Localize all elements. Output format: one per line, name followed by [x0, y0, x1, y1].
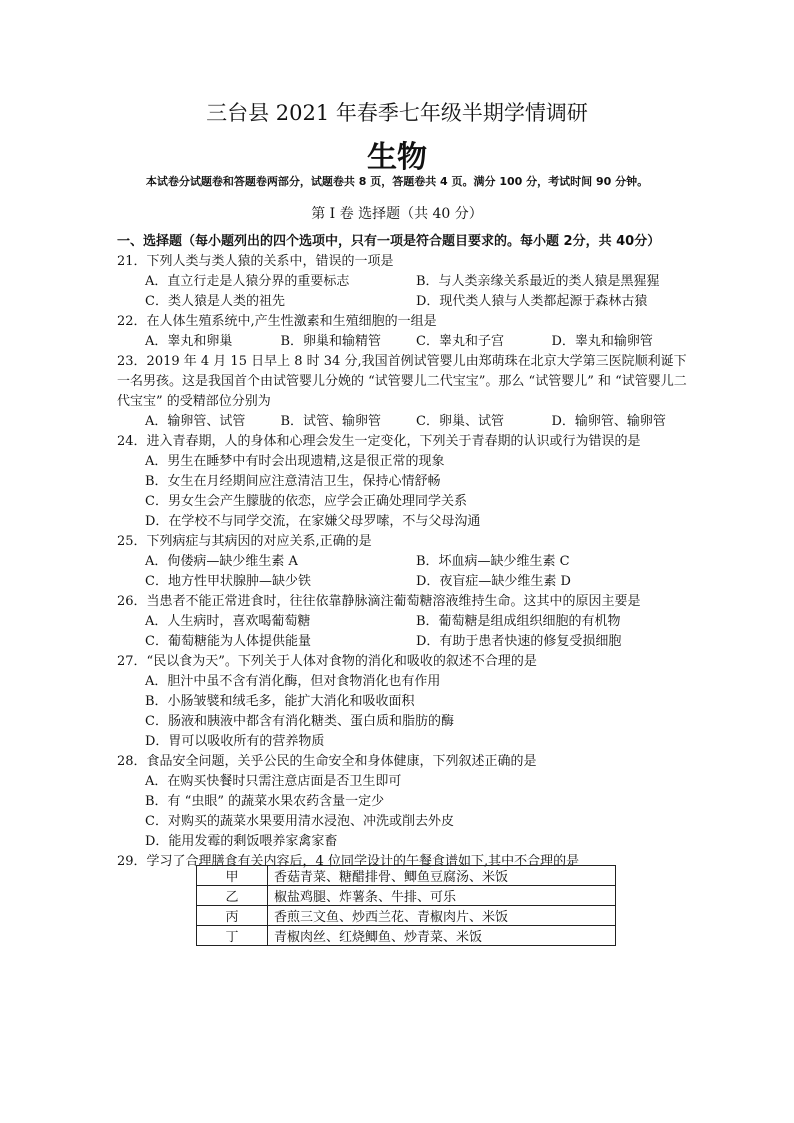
section-title: 第 Ⅰ 卷 选择题（共 40 分） [311, 206, 483, 222]
option-row [117, 292, 687, 312]
option-b: B．葡萄糖是组成组织细胞的有机物 [416, 614, 621, 629]
option-d: D．输卵管、输卵管 [551, 414, 666, 429]
option-b: B．坏血病—缺少维生素 C [416, 554, 570, 569]
option-d: D．现代类人猿与人类都起源于森林古猿 [416, 294, 648, 309]
question-stem-21: 21．下列人类与类人猿的关系中，错误的一项是 [117, 254, 394, 269]
question-stem-28: 28．食品安全问题，关乎公民的生命安全和身体健康，下列叙述正确的是 [117, 754, 537, 769]
option-row [117, 332, 687, 352]
option-c: C．对购买的蔬菜水果要用清水浸泡、冲洗或削去外皮 [145, 814, 454, 829]
option-d: D．胃可以吸收所有的营养物质 [145, 734, 325, 749]
part-heading: 一、选择题（每小题列出的四个选项中，只有一项是符合题目要求的。每小题 2分，共 40分） [117, 234, 661, 249]
menu-label: 丙 [197, 906, 268, 926]
question-stem-22: 22．在人体生殖系统中,产生性激素和生殖细胞的一组是 [117, 314, 437, 329]
table-row [197, 906, 616, 926]
option-row [117, 572, 687, 592]
option-c: C．肠液和胰液中都含有消化糖类、蛋白质和脂肪的酶 [145, 714, 454, 729]
option-d: D．有助于患者快速的修复受损细胞 [416, 634, 622, 649]
table-row [197, 926, 616, 946]
menu-label: 丁 [197, 926, 268, 946]
option-c: C．睾丸和子宫 [416, 334, 504, 349]
menu-label: 乙 [197, 886, 268, 906]
option-a: A．佝偻病—缺少维生素 A [145, 554, 298, 569]
option-b: B．女生在月经期间应注意清洁卫生，保持心情舒畅 [145, 474, 441, 489]
option-row [117, 552, 687, 572]
option-d: D．在学校不与同学交流，在家嫌父母罗嗦，不与父母沟通 [145, 514, 481, 529]
option-a: A．输卵管、试管 [145, 414, 246, 429]
question-stem-24: 24．进入青春期，人的身体和心理会发生一定变化，下列关于青春期的认识或行为错误的是 [117, 434, 641, 449]
option-b: B．试管、输卵管 [280, 414, 382, 429]
option-row [117, 412, 687, 432]
option-b: B．有 “虫眼” 的蔬菜水果农药含量一定少 [145, 794, 385, 809]
option-a: A．男生在睡梦中有时会出现遗精,这是很正常的现象 [145, 454, 445, 469]
option-b: B．卵巢和输精管 [280, 334, 382, 349]
option-row [117, 272, 687, 292]
option-d: D．能用发霉的剩饭喂养家禽家畜 [145, 834, 338, 849]
menu-dishes: 青椒肉丝、红烧鲫鱼、炒青菜、米饭 [268, 926, 616, 946]
option-a: A．睾丸和卵巢 [145, 334, 233, 349]
option-c: C．类人猿是人类的祖先 [145, 294, 285, 309]
option-c: C．男女生会产生朦胧的依恋，应学会正确处理同学关系 [145, 494, 467, 509]
option-b: B．与人类亲缘关系最近的类人猿是黑猩猩 [416, 274, 660, 289]
question-stem-29: 29．学习了合理膳食有关内容后，4 位同学设计的午餐食谱如下,其中不合理的是 [117, 854, 580, 869]
question-list [117, 232, 687, 872]
option-a: A．人生病时，喜欢喝葡萄糖 [145, 614, 311, 629]
option-d: D．夜盲症—缺少维生素 D [416, 574, 571, 589]
option-a: A．直立行走是人猿分界的重要标志 [145, 274, 350, 289]
subject-title: 生物 [367, 140, 427, 175]
menu-label: 甲 [197, 866, 268, 886]
lunch-menu-table [196, 865, 616, 946]
menu-dishes: 椒盐鸡腿、炸薯条、牛排、可乐 [268, 886, 616, 906]
question-stem-23: 23．2019 年 4 月 15 日早上 8 时 34 分,我国首例试管婴儿由郑萌珠在北京大学第三医院顺利诞下一名男孩。这是我国首个由试管婴儿分娩的 “试管婴儿二代宝宝”。那么 “试管婴儿” 和 “试管婴儿二代宝宝” 的受精部位分别为 [117, 354, 687, 409]
option-a: A．在购买快餐时只需注意店面是否卫生即可 [145, 774, 402, 789]
menu-dishes: 香菇青菜、糖醋排骨、鲫鱼豆腐汤、米饭 [268, 866, 616, 886]
menu-dishes: 香煎三文鱼、炒西兰花、青椒肉片、米饭 [268, 906, 616, 926]
question-stem-26: 26．当患者不能正常进食时，往往依靠静脉滴注葡萄糖溶液维持生命。这其中的原因主要是 [117, 594, 641, 609]
option-row [117, 612, 687, 632]
option-b: B．小肠皱襞和绒毛多，能扩大消化和吸收面积 [145, 694, 415, 709]
option-row [117, 632, 687, 652]
option-c: C．葡萄糖能为人体提供能量 [145, 634, 311, 649]
table-row [197, 886, 616, 906]
option-d: D．睾丸和输卵管 [551, 334, 653, 349]
option-c: C．卵巢、试管 [416, 414, 504, 429]
option-a: A．胆汁中虽不含有消化酶，但对食物消化也有作用 [145, 674, 441, 689]
question-stem-25: 25．下列病症与其病因的对应关系,正确的是 [117, 534, 372, 549]
exam-note: 本试卷分试题卷和答题卷两部分，试题卷共 8 页，答题卷共 4 页。满分 100 分，考试时间 90 分钟。 [145, 175, 649, 188]
table-row [197, 866, 616, 886]
question-stem-27: 27．“民以食为天”。下列关于人体对食物的消化和吸收的叙述不合理的是 [117, 654, 537, 669]
exam-title: 三台县 2021 年春季七年级半期学情调研 [206, 101, 588, 125]
option-c: C．地方性甲状腺肿—缺少铁 [145, 574, 311, 589]
